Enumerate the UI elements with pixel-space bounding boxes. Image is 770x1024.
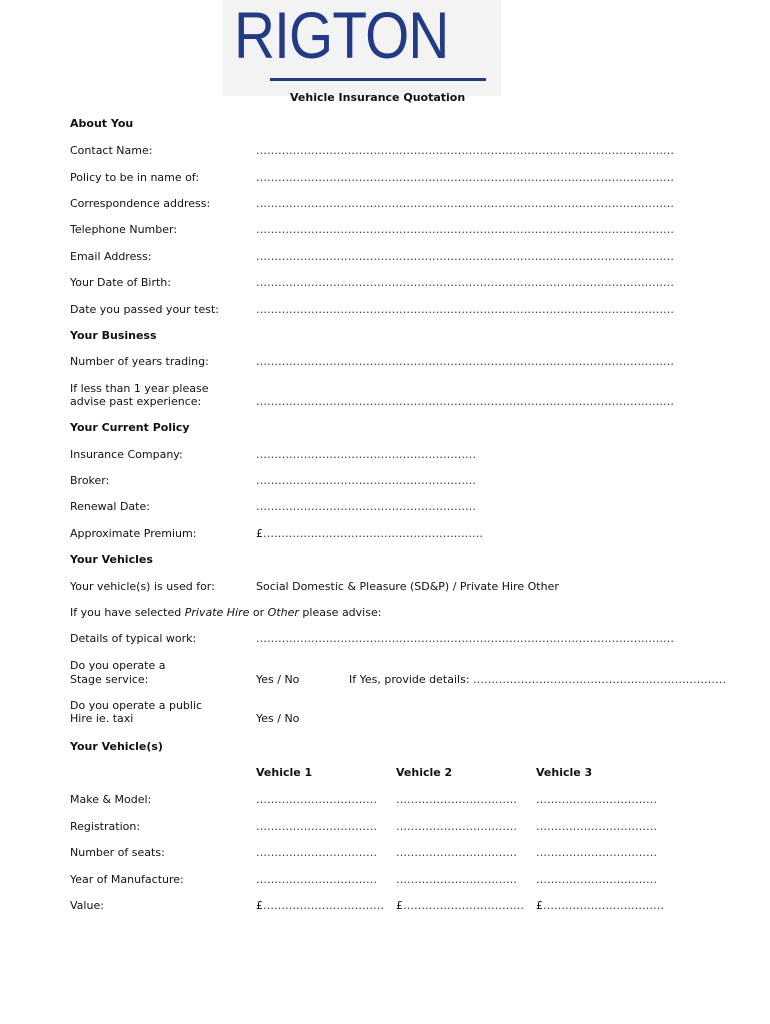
email-label: Email Address: [70, 250, 152, 263]
public-hire-answer[interactable]: Yes / No [256, 712, 300, 725]
value-vehicle-3[interactable] [536, 899, 664, 912]
if-yes-label: If Yes, provide details: [349, 673, 470, 686]
make-model-vehicle-3[interactable]: …………………………… [536, 793, 657, 806]
year-vehicle-1[interactable]: …………………………… [256, 873, 377, 886]
premium-label: Approximate Premium: [70, 527, 197, 540]
registration-vehicle-3[interactable]: …………………………… [536, 820, 657, 833]
email-field[interactable]: …………………………………………………………………………………………………… [256, 250, 674, 263]
selected-private-hire: Private Hire [184, 606, 250, 619]
section-vehicle-details-heading: Your Vehicle(s) [70, 740, 163, 753]
stage-service-answer[interactable]: Yes / No [256, 673, 300, 686]
year-label: Year of Manufacture: [70, 873, 184, 886]
experience-label-line2: advise past experience: [70, 395, 202, 408]
selected-or: or [249, 606, 268, 619]
value-vehicle-2[interactable] [396, 899, 524, 912]
value-dots: …………………………… [263, 899, 384, 912]
vehicle-2-header: Vehicle 2 [396, 766, 453, 779]
page-title: Vehicle Insurance Quotation [290, 91, 466, 104]
selected-suffix: please advise: [298, 606, 382, 619]
value-dots: …………………………… [403, 899, 524, 912]
dob-label: Your Date of Birth: [70, 276, 171, 289]
seats-vehicle-1[interactable]: …………………………… [256, 846, 377, 859]
registration-label: Registration: [70, 820, 141, 833]
pound-sign: £ [536, 899, 543, 912]
vehicle-use-options[interactable]: Social Domestic & Pleasure (SD&P) / Private Hire Other [256, 580, 559, 593]
registration-vehicle-2[interactable]: …………………………… [396, 820, 517, 833]
year-vehicle-3[interactable]: …………………………… [536, 873, 657, 886]
typical-work-field[interactable]: …………………………………………………………………………………………………… [256, 632, 674, 645]
registration-vehicle-1[interactable]: …………………………… [256, 820, 377, 833]
value-label: Value: [70, 899, 104, 912]
stage-details [349, 673, 726, 686]
address-label: Correspondence address: [70, 197, 211, 210]
experience-label-line1: If less than 1 year please [70, 382, 209, 395]
section-vehicles-heading: Your Vehicles [70, 553, 153, 566]
premium-dots: …………………………………………………… [263, 527, 483, 540]
seats-label: Number of seats: [70, 846, 165, 859]
section-about-heading: About You [70, 117, 134, 130]
pound-sign: £ [256, 899, 263, 912]
years-trading-label: Number of years trading: [70, 355, 209, 368]
policy-name-field[interactable]: …………………………………………………………………………………………………… [256, 171, 674, 184]
make-model-label: Make & Model: [70, 793, 152, 806]
pound-sign: £ [396, 899, 403, 912]
insurance-company-field[interactable]: …………………………………………………… [256, 448, 476, 461]
address-field[interactable]: …………………………………………………………………………………………………… [256, 197, 674, 210]
telephone-field[interactable]: …………………………………………………………………………………………………… [256, 223, 674, 236]
logo-underline [270, 78, 486, 81]
vehicle-3-header: Vehicle 3 [536, 766, 593, 779]
contact-name-field[interactable]: …………………………………………………………………………………………………… [256, 144, 674, 157]
renewal-date-field[interactable]: …………………………………………………… [256, 500, 476, 513]
if-yes-field[interactable]: …………………………………………………………… [473, 673, 727, 686]
premium-field[interactable] [256, 527, 483, 540]
broker-field[interactable]: …………………………………………………… [256, 474, 476, 487]
seats-vehicle-3[interactable]: …………………………… [536, 846, 657, 859]
selected-prefix: If you have selected [70, 606, 185, 619]
years-trading-field[interactable]: …………………………………………………………………………………………………… [256, 355, 674, 368]
public-hire-label-line1: Do you operate a public [70, 699, 203, 712]
year-vehicle-2[interactable]: …………………………… [396, 873, 517, 886]
policy-name-label: Policy to be in name of: [70, 171, 200, 184]
section-business-heading: Your Business [70, 329, 157, 342]
test-date-field[interactable]: …………………………………………………………………………………………………… [256, 303, 674, 316]
public-hire-label-line2: Hire ie. taxi [70, 712, 134, 725]
experience-field[interactable]: …………………………………………………………………………………………………… [256, 395, 674, 408]
selected-advise-text [70, 606, 381, 619]
make-model-vehicle-2[interactable]: …………………………… [396, 793, 517, 806]
vehicle-use-label: Your vehicle(s) is used for: [70, 580, 215, 593]
make-model-vehicle-1[interactable]: …………………………… [256, 793, 377, 806]
pound-sign: £ [256, 527, 263, 540]
value-vehicle-1[interactable] [256, 899, 384, 912]
insurance-company-label: Insurance Company: [70, 448, 183, 461]
seats-vehicle-2[interactable]: …………………………… [396, 846, 517, 859]
selected-other: Other [267, 606, 299, 619]
test-date-label: Date you passed your test: [70, 303, 219, 316]
renewal-date-label: Renewal Date: [70, 500, 150, 513]
telephone-label: Telephone Number: [70, 223, 178, 236]
vehicle-1-header: Vehicle 1 [256, 766, 313, 779]
section-policy-heading: Your Current Policy [70, 421, 190, 434]
rigton-logo: RIGTON [234, 0, 449, 72]
stage-service-label-line1: Do you operate a [70, 659, 166, 672]
stage-service-label-line2: Stage service: [70, 673, 149, 686]
dob-field[interactable]: …………………………………………………………………………………………………… [256, 276, 674, 289]
value-dots: …………………………… [543, 899, 664, 912]
typical-work-label: Details of typical work: [70, 632, 197, 645]
contact-name-label: Contact Name: [70, 144, 153, 157]
broker-label: Broker: [70, 474, 110, 487]
